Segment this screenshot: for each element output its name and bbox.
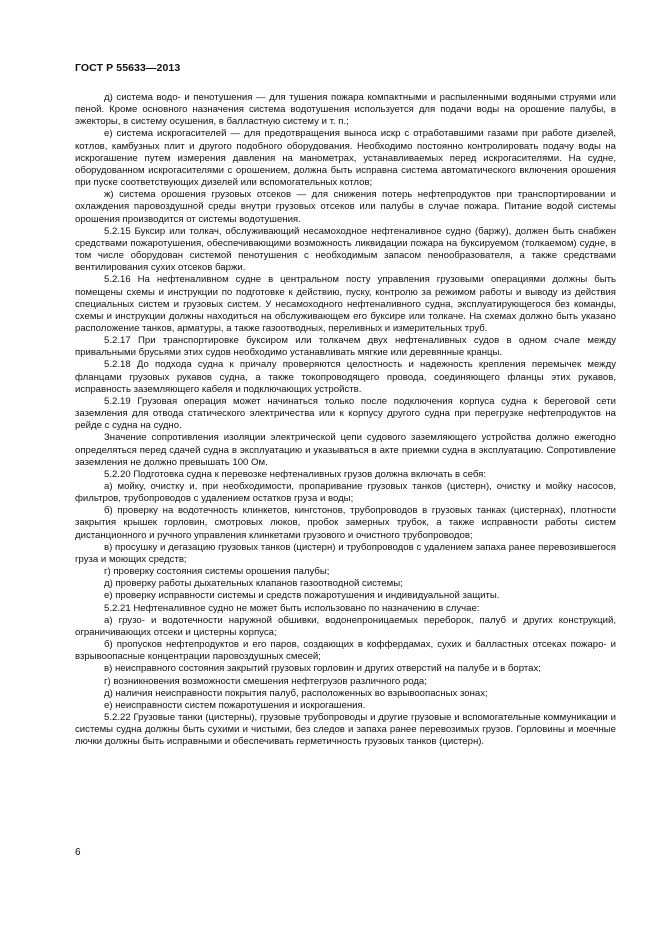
document-body [75, 92, 616, 748]
paragraph: г) возникновения возможности смешения нефтегрузов различного рода; [104, 675, 427, 687]
paragraph: 5.2.22 Грузовые танки (цистерны), грузовые трубопроводы и другие грузовые и вспомогательные коммуникации и системы судна должны быть сухими и чистыми, без следов и запаха ранее перевозимых грузов. Горловины и моечные лючки должны быть исправными и обеспечивать герметичность грузовых танков (цистерн). [75, 711, 616, 748]
paragraph: б) проверку на водотечность клинкетов, кингстонов, трубопроводов в грузовых танках (цистернах), плотности закрытия крышек горловин, смотровых люков, пробок замерных трубок, а также исправности работы систем дистанционного и ручного управления клинкетами грузового и очистного трубопроводов; [75, 505, 616, 541]
paragraph: ж) система орошения грузовых отсеков — для снижения потерь нефтепродуктов при транспортировании и охлаждения паровоздушной среды внутри грузовых отсеков или палубы в случае пожара. Питание водой системы орошения производится от системы водотушения. [75, 189, 616, 225]
paragraph: 5.2.17 При транспортировке буксиром или толкачем двух нефтеналивных судов в одном счале между привальными брусьями этих судов необходимо устанавливать мягкие или деревянные кранцы. [75, 335, 616, 359]
paragraph: д) наличия неисправности покрытия палуб, расположенных во взрывоопасных зонах; [104, 687, 488, 699]
paragraph: б) пропусков нефтепродуктов и его паров, создающих в коффердамах, сухих и балластных отсеках пожаро- и взрывоопасные концентрации паровоздушных смесей; [75, 639, 616, 663]
paragraph: а) мойку, очистку и, при необходимости, пропаривание грузовых танков (цистерн), очистку и мойку насосов, фильтров, трубопроводов с удалением остатков груза и воды; [75, 481, 616, 505]
paragraph: 5.2.20 Подготовка судна к перевозке нефтеналивных грузов должна включать в себя: [104, 468, 486, 480]
paragraph: в) просушку и дегазацию грузовых танков (цистерн) и трубопроводов с удалением запаха ранее перевозившегося груза и моющих средств; [75, 541, 616, 565]
paragraph: е) система искрогасителей — для предотвращения выноса искр с отработавшими газами при работе дизелей, котлов, камбузных плит и другого подобного оборудования. Необходимо постоянно контролировать подачу воды на искрогашение путем измерения давления на манометрах, устанавливаемых перед искрогасителями. На судне, оборудованном искрогасителями с орошением, должна быть исправна система автоматического включения орошения при пуске соответствующих дизелей или вспомогательных котлов; [75, 128, 616, 189]
paragraph: а) грузо- и водотечности наружной обшивки, водонепроницаемых переборок, палуб и других конструкций, ограничивающих отсеки и цистерны корпуса; [75, 614, 616, 638]
paragraph: 5.2.16 На нефтеналивном судне в центральном посту управления грузовыми операциями должны быть помещены схемы и инструкции по подготовке к действию, пуску, контролю за режимом работы и выводу из действия специальных систем и грузовых систем. У несамоходного нефтеналивного судна, эксплуатирующегося без команды, схемы и инструкции должны находиться на обслуживающем его буксире или толкаче. На схемах должно быть указано расположение танков, арматуры, а также газоотводных, переливных и измерительных труб. [75, 274, 616, 334]
paragraph: в) неисправного состояния закрытий грузовых горловин и других отверстий на палубе и в бортах; [104, 663, 541, 675]
paragraph: Значение сопротивления изоляции электрической цепи судового заземляющего устройства должно ежегодно определяться перед сдачей судна в эксплуатацию и указываться в акте приемки судна в эксплуатацию. Сопротивление заземления не должно превышать 100 Ом. [75, 432, 616, 468]
paragraph: 5.2.19 Грузовая операция может начинаться только после подключения корпуса судна к береговой сети заземления для отвода статического электричества или к корпусу другого судна при перегрузке нефтепродуктов на рейде с судна на судно. [75, 395, 616, 432]
paragraph: д) система водо- и пенотушения — для тушения пожара компактными и распыленными водяными струями или пеной. Кроме основного назначения система водотушения используется для подачи воды на орошение палубы, в эжекторы, в систему осушения, в балластную систему и т. п.; [75, 92, 616, 128]
paragraph: 5.2.15 Буксир или толкач, обслуживающий несамоходное нефтеналивное судно (баржу), должен быть снабжен средствами пожаротушения, обеспечивающими возможность ликвидации пожара на буксируемом (толкаемом) судне, в том числе оборудован системой пенотушения с необходимым запасом пенообразователя, а также средствами вентилирования сухих отсеков баржи. [75, 225, 616, 274]
document-header: ГОСТ Р 55633—2013 [75, 62, 181, 74]
paragraph: е) проверку исправности системы и средств пожаротушения и индивидуальной защиты. [104, 590, 500, 602]
page-number: 6 [75, 847, 81, 858]
paragraph: е) неисправности систем пожаротушения и искрогашения. [104, 699, 366, 711]
paragraph: 5.2.21 Нефтеналивное судно не может быть использовано по назначению в случае: [104, 602, 480, 614]
paragraph: г) проверку состояния системы орошения палубы; [104, 566, 330, 578]
paragraph: д) проверку работы дыхательных клапанов газоотводной системы; [104, 578, 403, 590]
paragraph: 5.2.18 До подхода судна к причалу проверяются целостность и надежность крепления перемычек между фланцами грузовых рукавов судна, а также токопроводящего провода, соединяющего фланцы этих рукавов, исправность заземляющего кабеля и подключающих устройств. [75, 359, 616, 395]
